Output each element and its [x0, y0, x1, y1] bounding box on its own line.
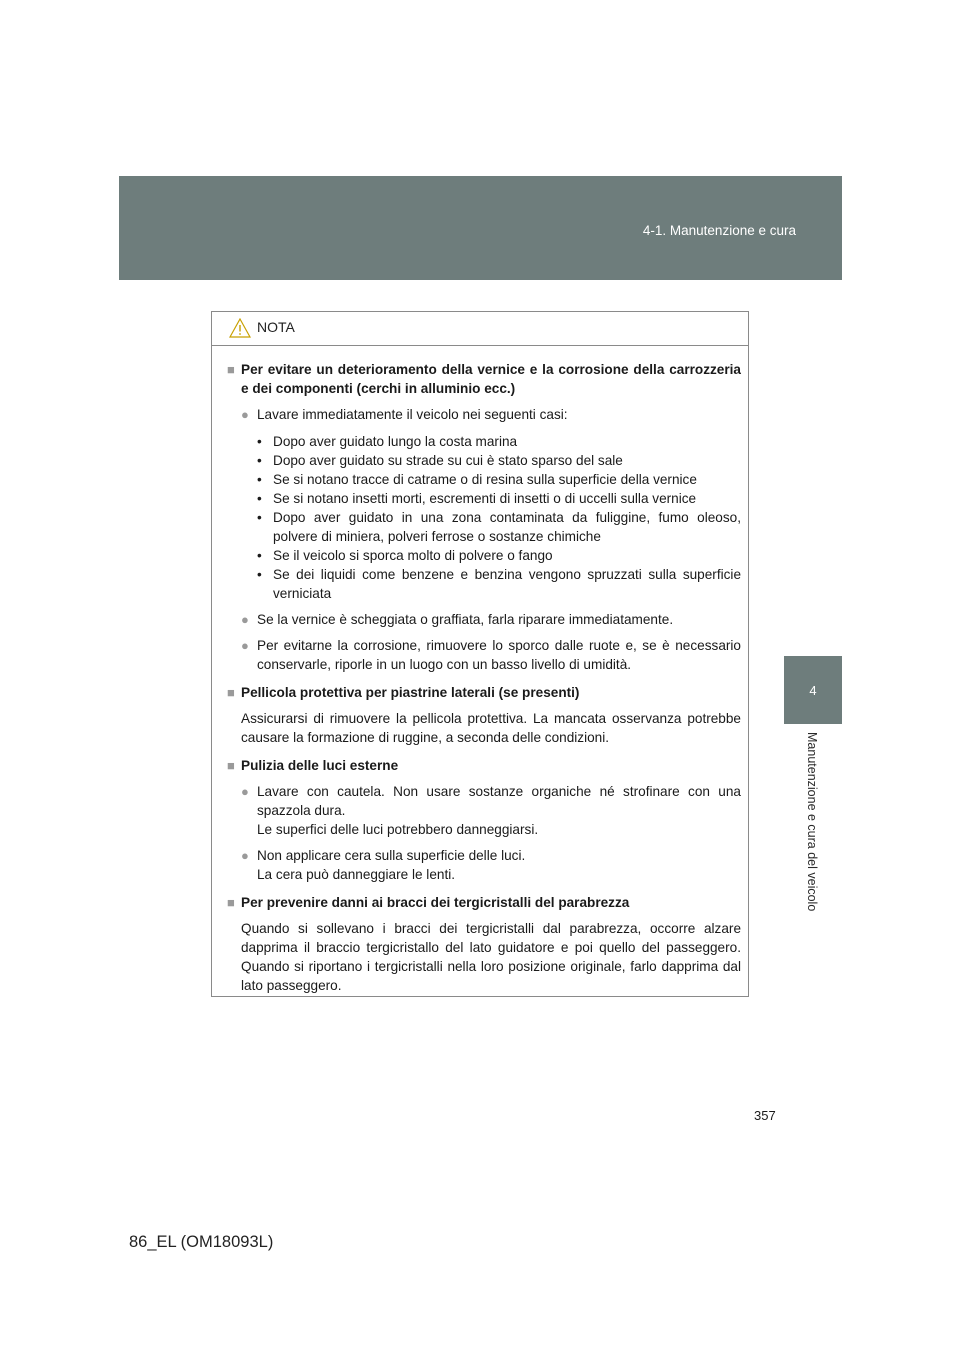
document-code: 86_EL (OM18093L) — [129, 1233, 274, 1251]
page-number: 357 — [754, 1108, 776, 1123]
note-bullet: ● Non applicare cera sulla superficie delle luci. La cera può danneggiare le lenti. — [241, 848, 526, 882]
square-bullet-icon: ■ — [227, 362, 235, 377]
note-bullet: ● Lavare con cautela. Non usare sostanze organiche né strofinare con una spazzola dura. Le superfici delle luci potrebbero danneggiarsi. — [241, 784, 741, 837]
header-band — [119, 176, 842, 280]
note-header — [212, 312, 748, 346]
list-item: • Se dei liquidi come benzene e benzina vengono spruzzati sulla superficie verniciata — [257, 567, 741, 601]
note-heading: ■ Per evitare un deterioramento della vernice e la corrosione della carrozzeria e dei componenti (cerchi in alluminio ecc.) — [227, 362, 741, 396]
note-paragraph: Quando si sollevano i bracci dei tergicristalli dal parabrezza, occorre alzare dapprima il braccio tergicristallo del lato guidatore e poi quello del passeggero. Quando si riportano i tergicristalli nella loro posizione originale, farlo dapprima dal lato passeggero. — [241, 921, 741, 993]
square-bullet-icon: ■ — [227, 895, 235, 910]
note-content — [212, 346, 748, 995]
note-paragraph: Assicurarsi di rimuovere la pellicola protettiva. La mancata osservanza potrebbe causare la formazione di ruggine, a seconda delle condizioni. — [241, 711, 741, 745]
section-title: 4-1. Manutenzione e cura — [642, 223, 796, 238]
circle-bullet-icon: ● — [241, 638, 249, 653]
circle-bullet-icon: ● — [241, 848, 249, 863]
list-item: • Se si notano tracce di catrame o di resina sulla superficie della vernice — [257, 472, 697, 487]
note-bullet: ● Se la vernice è scheggiata o graffiata, farla riparare immediatamente. — [241, 612, 674, 627]
circle-bullet-icon: ● — [241, 407, 249, 422]
list-item: • Dopo aver guidato lungo la costa marina — [257, 434, 518, 449]
list-item: • Dopo aver guidato in una zona contaminata da fuliggine, fumo oleoso, polvere di miniera, polveri ferrose o sostanze chimiche — [257, 510, 741, 544]
note-bullet: ● Lavare immediatamente il veicolo nei seguenti casi: — [241, 407, 568, 422]
dot-list — [257, 432, 741, 603]
circle-bullet-icon: ● — [241, 612, 249, 627]
warning-triangle-icon — [229, 318, 251, 338]
list-item: • Dopo aver guidato su strade su cui è stato sparso del sale — [257, 453, 623, 468]
list-item: • Se si notano insetti morti, escrementi di insetti o di uccelli sulla vernice — [257, 491, 697, 506]
list-item: • Se il veicolo si sporca molto di polvere o fango — [257, 548, 553, 563]
chapter-tab-number: 4 — [784, 656, 842, 724]
chapter-tab-label: Manutenzione e cura del veicolo — [805, 732, 819, 912]
note-heading: ■ Pulizia delle luci esterne — [227, 758, 399, 773]
circle-bullet-icon: ● — [241, 784, 249, 799]
chapter-tab — [784, 724, 842, 954]
note-heading: ■ Pellicola protettiva per piastrine laterali (se presenti) — [227, 685, 580, 700]
note-box — [211, 311, 749, 997]
note-title: NOTA — [257, 319, 295, 335]
note-heading: ■ Per prevenire danni ai bracci dei tergicristalli del parabrezza — [227, 895, 630, 910]
square-bullet-icon: ■ — [227, 685, 235, 700]
note-bullet: ● Per evitarne la corrosione, rimuovere lo sporco dalle ruote e, se è necessario conservarle, riporle in un luogo con un basso livello di umidità. — [241, 638, 741, 672]
square-bullet-icon: ■ — [227, 758, 235, 773]
